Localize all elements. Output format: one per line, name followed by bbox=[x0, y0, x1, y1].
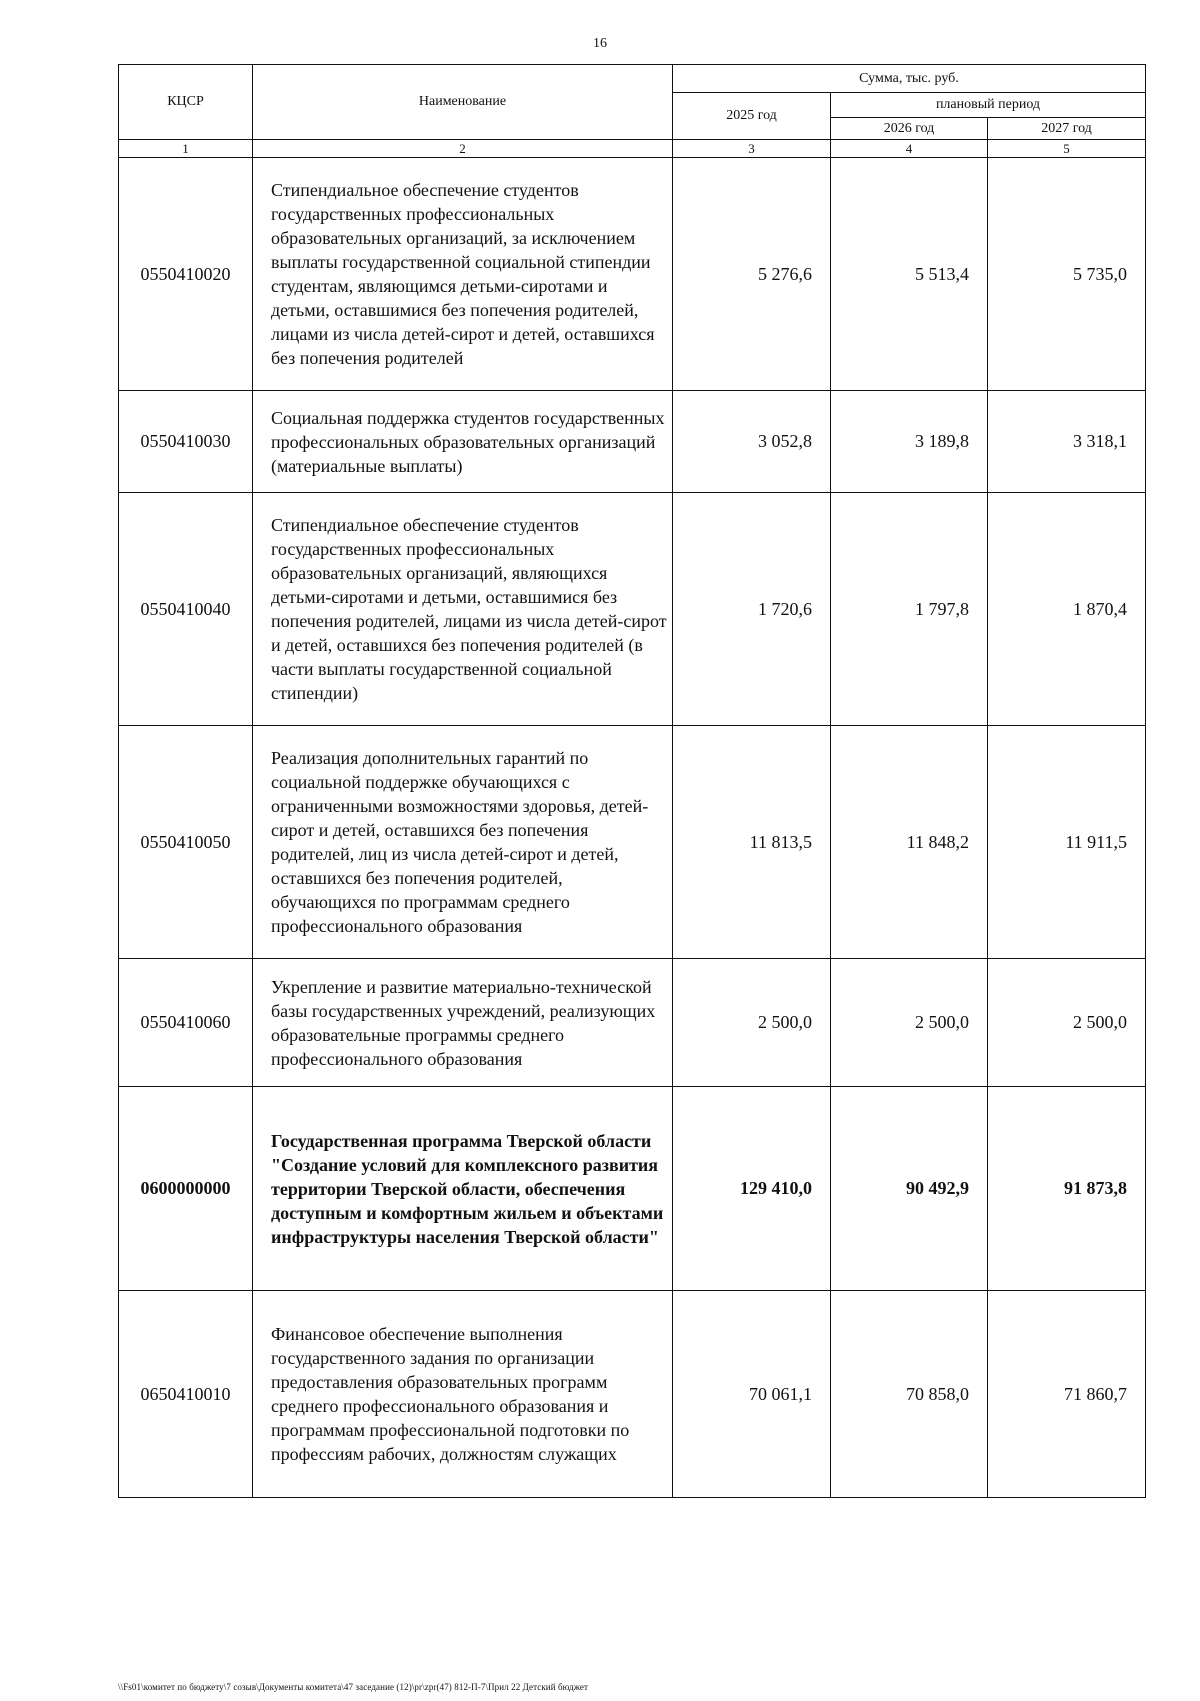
header-year-2026: 2026 год bbox=[831, 118, 988, 140]
table-row bbox=[119, 493, 1146, 726]
row-amount-2025: 5 276,6 bbox=[673, 158, 831, 391]
column-number: 5 bbox=[988, 140, 1146, 158]
row-amount-2026: 3 189,8 bbox=[831, 391, 988, 493]
row-amount-2027: 5 735,0 bbox=[988, 158, 1146, 391]
row-name: Укрепление и развитие материально-технической базы государственных учреждений, реализующих образовательные программы среднего профессионального образования bbox=[253, 959, 673, 1087]
row-amount-2025: 1 720,6 bbox=[673, 493, 831, 726]
row-amount-2026: 5 513,4 bbox=[831, 158, 988, 391]
row-code: 0550410040 bbox=[119, 493, 253, 726]
row-amount-2025: 129 410,0 bbox=[673, 1087, 831, 1291]
row-code: 0550410030 bbox=[119, 391, 253, 493]
table-row bbox=[119, 158, 1146, 391]
row-code: 0550410050 bbox=[119, 726, 253, 959]
column-number: 2 bbox=[253, 140, 673, 158]
row-amount-2025: 70 061,1 bbox=[673, 1291, 831, 1498]
column-number: 3 bbox=[673, 140, 831, 158]
row-name: Государственная программа Тверской области "Создание условий для комплексного развития территории Тверской области, обеспечения доступным и комфортным жильем и объектами инфраструктуры населения Тверской области" bbox=[253, 1087, 673, 1291]
row-amount-2025: 2 500,0 bbox=[673, 959, 831, 1087]
table-row bbox=[119, 959, 1146, 1087]
row-amount-2027: 11 911,5 bbox=[988, 726, 1146, 959]
row-amount-2026: 90 492,9 bbox=[831, 1087, 988, 1291]
table-row bbox=[119, 391, 1146, 493]
row-name: Стипендиальное обеспечение студентов государственных профессиональных образовательных организаций, являющихся детьми-сиротами и детьми, оставшимися без попечения родителей, лицами из числа детей-сирот и детей, оставшихся без попечения родителей (в части выплаты государственной социальной стипендии) bbox=[253, 493, 673, 726]
budget-table bbox=[118, 64, 1146, 1498]
table-row bbox=[119, 726, 1146, 959]
header-code: КЦСР bbox=[119, 65, 253, 140]
row-code: 0650410010 bbox=[119, 1291, 253, 1498]
row-amount-2025: 11 813,5 bbox=[673, 726, 831, 959]
table-row bbox=[119, 1291, 1146, 1498]
row-amount-2027: 71 860,7 bbox=[988, 1291, 1146, 1498]
row-amount-2025: 3 052,8 bbox=[673, 391, 831, 493]
row-amount-2026: 2 500,0 bbox=[831, 959, 988, 1087]
row-name: Финансовое обеспечение выполнения государственного задания по организации предоставления образовательных программ среднего профессионального образования и программам профессиональной подготовки по профессиям рабочих, должностям служащих bbox=[253, 1291, 673, 1498]
row-name: Реализация дополнительных гарантий по социальной поддержке обучающихся с ограниченными возможностями здоровья, детей-сирот и детей, оставшихся без попечения родителей, лиц из числа детей-сирот и детей, оставшихся без попечения родителей, обучающихся по программам среднего профессионального образования bbox=[253, 726, 673, 959]
row-amount-2027: 91 873,8 bbox=[988, 1087, 1146, 1291]
header-year-2027: 2027 год bbox=[988, 118, 1146, 140]
row-amount-2027: 2 500,0 bbox=[988, 959, 1146, 1087]
header-sum: Сумма, тыс. руб. bbox=[673, 65, 1146, 93]
row-code: 0600000000 bbox=[119, 1087, 253, 1291]
column-number: 4 bbox=[831, 140, 988, 158]
row-amount-2027: 1 870,4 bbox=[988, 493, 1146, 726]
row-code: 0550410060 bbox=[119, 959, 253, 1087]
header-planned-period: плановый период bbox=[831, 93, 1146, 118]
row-amount-2026: 1 797,8 bbox=[831, 493, 988, 726]
page-number: 16 bbox=[593, 36, 607, 51]
row-amount-2026: 11 848,2 bbox=[831, 726, 988, 959]
footer-file-path: \\Fs01\комитет по бюджету\7 созыв\Документы комитета\47 заседание (12)\pr\zpr(47) 812-П-7\Прил 22 Детский бюджет bbox=[118, 1682, 589, 1692]
table-row-program bbox=[119, 1087, 1146, 1291]
row-name: Социальная поддержка студентов государственных профессиональных образовательных организаций (материальные выплаты) bbox=[253, 391, 673, 493]
row-code: 0550410020 bbox=[119, 158, 253, 391]
row-amount-2026: 70 858,0 bbox=[831, 1291, 988, 1498]
column-number: 1 bbox=[119, 140, 253, 158]
row-amount-2027: 3 318,1 bbox=[988, 391, 1146, 493]
header-name: Наименование bbox=[253, 65, 673, 140]
row-name: Стипендиальное обеспечение студентов государственных профессиональных образовательных организаций, за исключением выплаты государственной социальной стипендии студентам, являющимся детьми-сиротами и детьми, оставшимися без попечения родителей, лицами из числа детей-сирот и детей, оставшихся без попечения родителей bbox=[253, 158, 673, 391]
header-year-2025: 2025 год bbox=[673, 93, 831, 140]
